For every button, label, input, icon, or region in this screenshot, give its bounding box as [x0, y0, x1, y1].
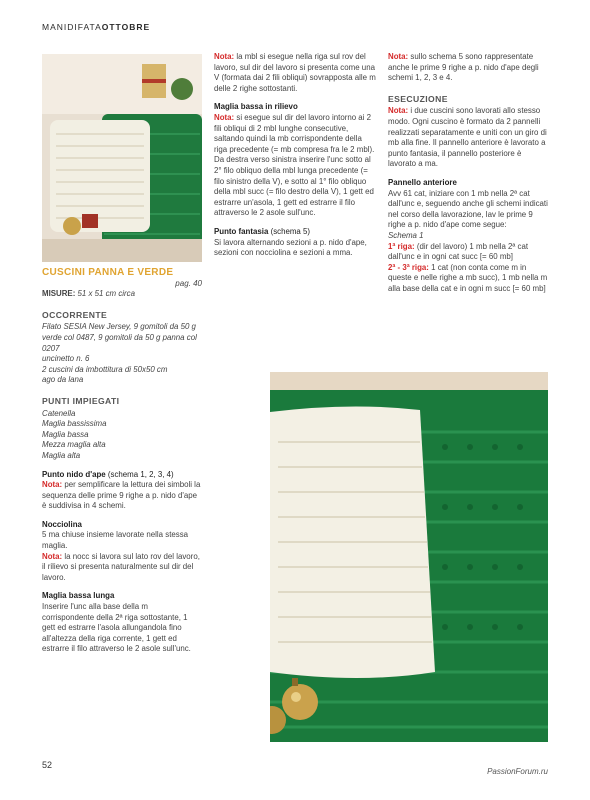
mbl-heading: Maglia bassa lunga — [42, 591, 115, 601]
column-3 — [388, 52, 550, 294]
brand-name: MANIDIFATA — [42, 22, 102, 32]
misure-value: 51 x 51 cm circa — [77, 289, 135, 299]
nota-label: Nota: — [214, 52, 235, 61]
schema-label: Schema 1 — [388, 230, 424, 240]
esecuzione-note — [388, 106, 550, 170]
cushion-photo-small-image — [42, 54, 202, 262]
riga-2-3-label: 2ª - 3ª riga: — [388, 262, 429, 272]
riga-2-3-text: 1 cat (non conta come m in queste e nelle righe a mb succ), 1 mb nella m alla base della cat e in ogni m succ [= 60 mb] — [388, 262, 548, 293]
rilievo-heading: Maglia bassa in rilievo — [214, 102, 298, 112]
mbl-note-text: la mbl si esegue nella riga sul rov del lavoro, sul dir del lavoro si presenta come una V (formata dai 2 fili obliqui) sovrapposta alle m delle 2 righe sottostanti. — [214, 52, 376, 93]
nota-label: Nota: — [388, 52, 409, 61]
occorrente-heading: OCCORRENTE — [42, 309, 108, 320]
nido-note — [42, 480, 202, 512]
column-2 — [214, 52, 376, 259]
punti-item: Mezza maglia alta — [42, 440, 106, 450]
fantasia-heading — [214, 227, 376, 238]
page-reference: pag. 40 — [175, 278, 202, 288]
rilievo-text: Da destra verso sinistra inserire l'unc sotto al 2° filo obliquo della mbl lunga precedente (= filo sinistro della V), e sotto al 1° filo obliquo della mbl succ (= filo destro della V), 1 gett ed estrarre un'asola, 1 gett ed estrarre il filo attraverso le 2 asole sull'unc. — [214, 155, 374, 218]
esecuzione-heading: ESECUZIONE — [388, 93, 448, 104]
nota-label: Nota: — [42, 551, 63, 561]
occorrente-needle: ago da lana — [42, 375, 84, 385]
punti-item: Maglia bassissima — [42, 419, 107, 429]
riga-2-3 — [388, 263, 550, 295]
nota-label: Nota: — [42, 480, 63, 490]
column-1 — [42, 268, 202, 655]
schema-note — [388, 52, 550, 84]
fantasia-title: Punto fantasia — [214, 226, 269, 236]
issue-month: OTTOBRE — [101, 22, 151, 32]
nocciolina-note-text: la nocc si lavora sul lato rov del lavoro, il rilievo si presenta naturalmente sul dir del lavoro. — [42, 551, 200, 582]
occorrente-hook: uncinetto n. 6 — [42, 354, 90, 364]
nocciolina-heading: Nocciolina — [42, 519, 82, 529]
mbl-note — [214, 52, 376, 94]
pattern-title: CUSCINI PANNA E VERDE — [42, 267, 174, 278]
cushion-photo-large — [270, 372, 548, 742]
punti-item: Catenella — [42, 408, 76, 418]
misure-label: MISURE: — [42, 289, 76, 299]
occorrente-cushions: 2 cuscini da imbottitura di 50x50 cm — [42, 364, 168, 374]
page-number: 52 — [42, 760, 53, 770]
cushion-photo-large-image — [270, 372, 548, 742]
pannello-text: Avv 61 cat, iniziare con 1 mb nella 2ª cat dall'unc e, seguendo anche gli schemi indicati nel corso della lavorazione, lav le prime 9 righe a p. nido d'ape come segue: — [388, 188, 548, 230]
magazine-header — [42, 22, 150, 32]
rilievo-note-text: si esegue sul dir del lavoro intorno ai 2 fili obliqui di 2 mbl lunghe consecutive, saltando quindi la mb corrispondente della riga precedente (= mb compresa fra le 2 mbl). — [214, 112, 375, 154]
mbl-text: Inserire l'unc alla base della m corrispondente della 2ª riga sottostante, 1 gett ed estrarre l'asola allungandola fino all'altezza della riga corrente, 1 gett ed estrarre il filo attraverso le 2 asole sull'unc. — [42, 602, 191, 654]
schema-note-text: sullo schema 5 sono rappresentate anche le prime 9 righe a p. nido d'ape degli schemi 1, 2, 3 e 4. — [388, 52, 539, 83]
nido-ref: (schema 1, 2, 3, 4) — [105, 469, 174, 479]
nocciolina-text: 5 ma chiuse insieme lavorate nella stessa maglia. — [42, 530, 189, 551]
misure — [42, 289, 202, 300]
rilievo-note — [214, 113, 376, 155]
nido-title: Punto nido d'ape — [42, 469, 106, 479]
esecuzione-note-text: i due cuscini sono lavorati allo stesso modo. Ogni cuscino è formato da 2 pannelli realizzati separatamente e uniti con un giro di mb alla fine. Il pannello anteriore è lavorato a punto fantasia, il pannello posteriore è lavorato a ma. — [388, 106, 547, 169]
nido-heading — [42, 470, 202, 481]
watermark: PassionForum.ru — [487, 767, 548, 776]
nota-label: Nota: — [214, 112, 235, 122]
nido-note-text: per semplificare la lettura dei simboli la sequenza delle prime 9 righe a p. nido d'ape è suddivisa in 4 schemi. — [42, 480, 201, 511]
occorrente-yarn: Filato SESIA New Jersey, 9 gomitoli da 50 g verde col 0487, 9 gomitoli da 50 g panna col 0207 — [42, 322, 197, 353]
nocciolina-note — [42, 552, 202, 584]
punti-item: Maglia bassa — [42, 429, 89, 439]
fantasia-ref: (schema 5) — [268, 226, 311, 236]
pannello-heading: Pannello anteriore — [388, 177, 457, 187]
riga-1 — [388, 242, 550, 263]
cushion-photo-small — [42, 54, 202, 262]
punti-item: Maglia alta — [42, 450, 81, 460]
nota-label: Nota: — [388, 106, 409, 116]
riga-1-label: 1ª riga: — [388, 241, 415, 251]
fantasia-text: Si lavora alternando sezioni a p. nido d'ape, sezioni con nocciolina e sezioni a mma. — [214, 237, 367, 258]
riga-1-text: (dir del lavoro) 1 mb nella 2ª cat dall'unc e in ogni cat succ [= 60 mb] — [388, 241, 529, 262]
punti-heading: PUNTI IMPIEGATI — [42, 395, 120, 406]
